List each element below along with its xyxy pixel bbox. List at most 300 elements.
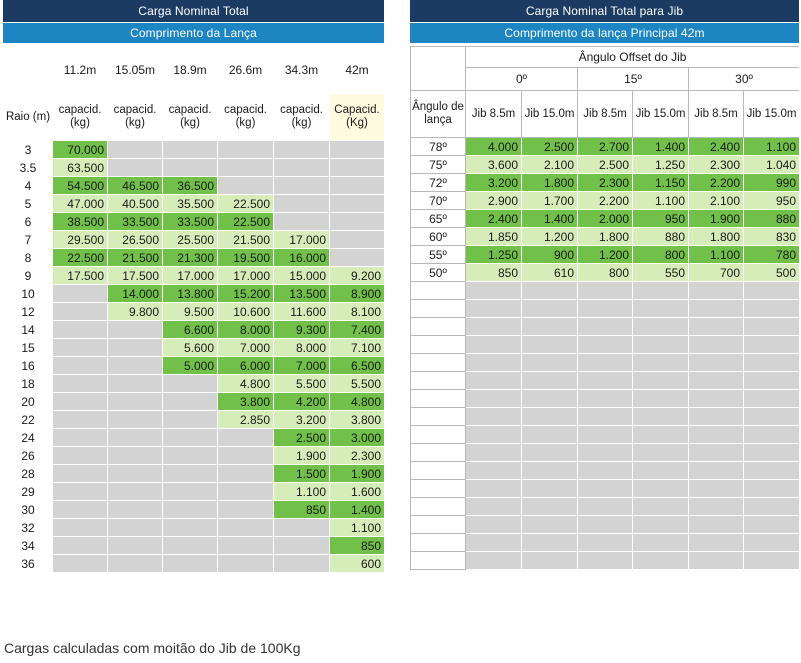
capacity-cell bbox=[108, 483, 163, 501]
table-row bbox=[411, 174, 800, 192]
raio-header: Raio (m) bbox=[4, 94, 53, 141]
capacity-cell bbox=[163, 447, 218, 465]
capacity-cell bbox=[274, 519, 330, 537]
capacity-cell bbox=[274, 177, 330, 195]
capacity-cell: 3.000 bbox=[330, 429, 385, 447]
capacity-cell: 8.000 bbox=[218, 321, 274, 339]
capacity-cell bbox=[218, 519, 274, 537]
capacity-cell: 6.600 bbox=[163, 321, 218, 339]
capacity-cell: 63.500 bbox=[53, 159, 108, 177]
jib-length-header: Jib 8.5m bbox=[689, 91, 744, 138]
boom-length-header: 11.2m bbox=[53, 47, 108, 94]
capacity-cell: 3.200 bbox=[274, 411, 330, 429]
empty-angle-cell bbox=[411, 354, 466, 372]
capacity-cell: 7.000 bbox=[218, 339, 274, 357]
empty-cell bbox=[466, 390, 522, 408]
capacity-cell bbox=[163, 141, 218, 159]
capacity-cell bbox=[163, 375, 218, 393]
capacity-cell bbox=[53, 537, 108, 555]
table-row bbox=[4, 519, 385, 537]
capacity-cell: 11.600 bbox=[274, 303, 330, 321]
empty-cell bbox=[522, 354, 578, 372]
table-row bbox=[4, 501, 385, 519]
empty-row bbox=[411, 426, 800, 444]
empty-cell bbox=[744, 534, 800, 552]
jib-capacity-cell: 700 bbox=[689, 264, 744, 282]
capacity-cell: 29.500 bbox=[53, 231, 108, 249]
table-row bbox=[4, 357, 385, 375]
empty-angle-cell bbox=[411, 444, 466, 462]
capacity-cell: 1.400 bbox=[330, 501, 385, 519]
empty-cell bbox=[466, 300, 522, 318]
empty-cell bbox=[689, 480, 744, 498]
capacity-cell: 5.600 bbox=[163, 339, 218, 357]
capacity-cell bbox=[163, 555, 218, 573]
empty-cell bbox=[466, 516, 522, 534]
capacity-cell bbox=[218, 501, 274, 519]
empty-cell bbox=[689, 462, 744, 480]
jib-capacity-cell: 1.700 bbox=[522, 192, 578, 210]
empty-cell bbox=[689, 390, 744, 408]
empty-cell bbox=[633, 516, 689, 534]
empty-cell bbox=[466, 372, 522, 390]
table-row bbox=[4, 177, 385, 195]
capacity-header: capacid. (kg) bbox=[274, 94, 330, 141]
empty-cell bbox=[744, 372, 800, 390]
capacity-cell: 600 bbox=[330, 555, 385, 573]
empty-row bbox=[411, 354, 800, 372]
empty-cell bbox=[744, 498, 800, 516]
capacity-cell bbox=[53, 393, 108, 411]
raio-cell: 8 bbox=[4, 249, 53, 267]
raio-cell: 34 bbox=[4, 537, 53, 555]
empty-cell bbox=[578, 444, 633, 462]
empty-cell bbox=[522, 552, 578, 570]
capacity-cell bbox=[163, 393, 218, 411]
jib-capacity-cell: 500 bbox=[744, 264, 800, 282]
capacity-cell bbox=[53, 555, 108, 573]
capacity-cell bbox=[274, 195, 330, 213]
jib-capacity-cell: 2.100 bbox=[689, 192, 744, 210]
capacity-cell bbox=[163, 483, 218, 501]
table-row bbox=[411, 192, 800, 210]
capacity-header: Capacid. (Kg) bbox=[330, 94, 385, 141]
boom-length-header: 42m bbox=[330, 47, 385, 94]
capacity-cell bbox=[108, 393, 163, 411]
jib-capacity-cell: 1.100 bbox=[744, 138, 800, 156]
capacity-cell: 22.500 bbox=[218, 213, 274, 231]
raio-cell: 22 bbox=[4, 411, 53, 429]
capacity-cell: 9.300 bbox=[274, 321, 330, 339]
empty-cell bbox=[633, 498, 689, 516]
empty-angle-cell bbox=[411, 534, 466, 552]
capacity-cell: 1.100 bbox=[274, 483, 330, 501]
empty-cell bbox=[466, 336, 522, 354]
empty-cell bbox=[578, 318, 633, 336]
capacity-cell: 4.200 bbox=[274, 393, 330, 411]
table-row bbox=[411, 246, 800, 264]
empty-cell bbox=[578, 336, 633, 354]
capacity-cell bbox=[330, 213, 385, 231]
capacity-cell: 15.000 bbox=[274, 267, 330, 285]
capacity-cell bbox=[274, 141, 330, 159]
empty-angle-cell bbox=[411, 390, 466, 408]
table-row bbox=[4, 483, 385, 501]
table-row bbox=[4, 159, 385, 177]
empty-row bbox=[411, 444, 800, 462]
capacity-cell: 47.000 bbox=[53, 195, 108, 213]
empty-row bbox=[411, 480, 800, 498]
capacity-cell: 5.500 bbox=[274, 375, 330, 393]
capacity-cell bbox=[53, 483, 108, 501]
left-table-subtitle: Comprimento da Lança bbox=[3, 23, 384, 43]
capacity-cell: 7.100 bbox=[330, 339, 385, 357]
capacity-cell bbox=[330, 159, 385, 177]
empty-angle-cell bbox=[411, 462, 466, 480]
capacity-cell: 2.500 bbox=[274, 429, 330, 447]
raio-cell: 32 bbox=[4, 519, 53, 537]
raio-cell: 28 bbox=[4, 465, 53, 483]
angle-cell: 50º bbox=[411, 264, 466, 282]
table-row bbox=[4, 321, 385, 339]
capacity-cell: 19.500 bbox=[218, 249, 274, 267]
right-table-subtitle: Comprimento da lança Principal 42m bbox=[410, 23, 799, 43]
capacity-cell bbox=[274, 555, 330, 573]
capacity-cell: 4.800 bbox=[218, 375, 274, 393]
empty-cell bbox=[633, 534, 689, 552]
capacity-cell: 9.800 bbox=[108, 303, 163, 321]
left-table-title: Carga Nominal Total bbox=[3, 0, 384, 22]
jib-length-header: Jib 8.5m bbox=[466, 91, 522, 138]
capacity-cell bbox=[330, 141, 385, 159]
empty-cell bbox=[522, 426, 578, 444]
capacity-header-row bbox=[4, 94, 385, 141]
jib-length-header: Jib 15.0m bbox=[744, 91, 800, 138]
empty-cell bbox=[633, 354, 689, 372]
empty-cell bbox=[578, 300, 633, 318]
empty-angle-cell bbox=[411, 480, 466, 498]
empty-cell bbox=[578, 408, 633, 426]
jib-capacity-cell: 1.200 bbox=[522, 228, 578, 246]
offset-label-row bbox=[411, 47, 800, 68]
capacity-cell bbox=[53, 411, 108, 429]
jib-capacity-cell: 2.400 bbox=[466, 210, 522, 228]
capacity-cell bbox=[163, 519, 218, 537]
capacity-cell: 10.600 bbox=[218, 303, 274, 321]
offset-angle-header: 0º bbox=[466, 68, 578, 91]
empty-cell bbox=[522, 498, 578, 516]
empty-cell bbox=[689, 552, 744, 570]
jib-capacity-cell: 1.850 bbox=[466, 228, 522, 246]
boom-length-header: 26.6m bbox=[218, 47, 274, 94]
jib-capacity-cell: 1.250 bbox=[466, 246, 522, 264]
jib-capacity-cell: 800 bbox=[633, 246, 689, 264]
raio-cell: 3.5 bbox=[4, 159, 53, 177]
empty-angle-cell bbox=[411, 426, 466, 444]
empty-cell bbox=[689, 516, 744, 534]
capacity-cell bbox=[53, 357, 108, 375]
jib-length-header: Jib 15.0m bbox=[522, 91, 578, 138]
empty-cell bbox=[466, 282, 522, 300]
capacity-cell: 850 bbox=[330, 537, 385, 555]
empty-row bbox=[411, 336, 800, 354]
empty-cell bbox=[466, 408, 522, 426]
jib-capacity-cell: 1.400 bbox=[522, 210, 578, 228]
capacity-cell: 6.000 bbox=[218, 357, 274, 375]
capacity-cell bbox=[108, 357, 163, 375]
table-row bbox=[4, 303, 385, 321]
capacity-cell bbox=[53, 501, 108, 519]
jib-length-header: Jib 15.0m bbox=[633, 91, 689, 138]
capacity-cell bbox=[163, 159, 218, 177]
table-row bbox=[4, 555, 385, 573]
empty-cell bbox=[522, 516, 578, 534]
capacity-cell: 15.200 bbox=[218, 285, 274, 303]
jib-capacity-cell: 2.100 bbox=[522, 156, 578, 174]
capacity-cell: 5.000 bbox=[163, 357, 218, 375]
jib-capacity-cell: 2.900 bbox=[466, 192, 522, 210]
capacity-cell: 22.500 bbox=[218, 195, 274, 213]
table-row bbox=[411, 156, 800, 174]
boom-length-header: 18.9m bbox=[163, 47, 218, 94]
jib-capacity-cell: 1.150 bbox=[633, 174, 689, 192]
empty-angle-cell bbox=[411, 318, 466, 336]
empty-cell bbox=[466, 426, 522, 444]
jib-capacity-cell: 2.200 bbox=[689, 174, 744, 192]
capacity-cell: 21.300 bbox=[163, 249, 218, 267]
capacity-header: capacid. (kg) bbox=[163, 94, 218, 141]
empty-cell bbox=[522, 480, 578, 498]
empty-angle-cell bbox=[411, 300, 466, 318]
jib-load-chart bbox=[410, 0, 799, 570]
capacity-cell bbox=[218, 177, 274, 195]
empty-row bbox=[411, 282, 800, 300]
capacity-cell bbox=[108, 375, 163, 393]
header-corner bbox=[4, 47, 53, 94]
capacity-cell bbox=[53, 285, 108, 303]
empty-cell bbox=[689, 426, 744, 444]
empty-cell bbox=[744, 516, 800, 534]
capacity-cell: 40.500 bbox=[108, 195, 163, 213]
capacity-cell bbox=[53, 519, 108, 537]
empty-angle-cell bbox=[411, 552, 466, 570]
raio-cell: 10 bbox=[4, 285, 53, 303]
empty-row bbox=[411, 408, 800, 426]
empty-cell bbox=[466, 444, 522, 462]
capacity-cell bbox=[108, 141, 163, 159]
angle-cell: 75º bbox=[411, 156, 466, 174]
empty-cell bbox=[633, 444, 689, 462]
raio-cell: 4 bbox=[4, 177, 53, 195]
table-row bbox=[4, 465, 385, 483]
capacity-cell: 2.300 bbox=[330, 447, 385, 465]
capacity-cell: 1.500 bbox=[274, 465, 330, 483]
capacity-cell: 13.800 bbox=[163, 285, 218, 303]
empty-row bbox=[411, 300, 800, 318]
empty-cell bbox=[689, 372, 744, 390]
empty-cell bbox=[633, 408, 689, 426]
capacity-cell: 2.850 bbox=[218, 411, 274, 429]
raio-cell: 3 bbox=[4, 141, 53, 159]
raio-cell: 15 bbox=[4, 339, 53, 357]
jib-capacity-cell: 610 bbox=[522, 264, 578, 282]
capacity-cell bbox=[163, 501, 218, 519]
empty-cell bbox=[689, 498, 744, 516]
jib-capacity-cell: 1.800 bbox=[522, 174, 578, 192]
empty-cell bbox=[744, 480, 800, 498]
empty-angle-cell bbox=[411, 516, 466, 534]
capacity-cell bbox=[53, 303, 108, 321]
empty-cell bbox=[744, 552, 800, 570]
capacity-cell bbox=[108, 429, 163, 447]
empty-cell bbox=[633, 462, 689, 480]
empty-cell bbox=[633, 318, 689, 336]
angle-cell: 72º bbox=[411, 174, 466, 192]
capacity-cell: 17.000 bbox=[274, 231, 330, 249]
capacity-cell: 13.500 bbox=[274, 285, 330, 303]
capacity-cell: 17.000 bbox=[163, 267, 218, 285]
raio-cell: 18 bbox=[4, 375, 53, 393]
jib-capacity-cell: 2.200 bbox=[578, 192, 633, 210]
capacity-cell: 1.600 bbox=[330, 483, 385, 501]
jib-capacity-cell: 1.250 bbox=[633, 156, 689, 174]
empty-cell bbox=[578, 516, 633, 534]
capacity-cell: 3.800 bbox=[218, 393, 274, 411]
capacity-cell bbox=[108, 159, 163, 177]
empty-cell bbox=[466, 354, 522, 372]
empty-cell bbox=[522, 336, 578, 354]
capacity-cell: 1.900 bbox=[330, 465, 385, 483]
jib-label-row bbox=[411, 91, 800, 138]
empty-cell bbox=[744, 336, 800, 354]
capacity-cell bbox=[218, 141, 274, 159]
empty-cell bbox=[744, 444, 800, 462]
capacity-cell bbox=[163, 465, 218, 483]
empty-cell bbox=[578, 498, 633, 516]
jib-capacity-cell: 2.700 bbox=[578, 138, 633, 156]
empty-angle-cell bbox=[411, 282, 466, 300]
capacity-cell: 35.500 bbox=[163, 195, 218, 213]
empty-angle-cell bbox=[411, 336, 466, 354]
empty-row bbox=[411, 372, 800, 390]
table-row bbox=[4, 537, 385, 555]
empty-cell bbox=[522, 462, 578, 480]
capacity-cell bbox=[53, 339, 108, 357]
raio-cell: 30 bbox=[4, 501, 53, 519]
jib-capacity-cell: 1.040 bbox=[744, 156, 800, 174]
capacity-cell: 33.500 bbox=[163, 213, 218, 231]
capacity-cell: 9.500 bbox=[163, 303, 218, 321]
offset-label: Ângulo Offset do Jib bbox=[466, 47, 800, 68]
capacity-cell: 26.500 bbox=[108, 231, 163, 249]
table-row bbox=[411, 228, 800, 246]
jib-capacity-cell: 950 bbox=[633, 210, 689, 228]
jib-capacity-cell: 1.800 bbox=[578, 228, 633, 246]
capacity-cell: 8.100 bbox=[330, 303, 385, 321]
capacity-cell: 3.800 bbox=[330, 411, 385, 429]
capacity-cell bbox=[108, 501, 163, 519]
table-row bbox=[4, 195, 385, 213]
capacity-cell bbox=[108, 465, 163, 483]
table-row bbox=[4, 267, 385, 285]
jib-capacity-cell: 2.500 bbox=[522, 138, 578, 156]
table-row bbox=[4, 231, 385, 249]
capacity-cell: 36.500 bbox=[163, 177, 218, 195]
capacity-cell bbox=[218, 159, 274, 177]
raio-cell: 16 bbox=[4, 357, 53, 375]
jib-capacity-cell: 2.400 bbox=[689, 138, 744, 156]
capacity-cell bbox=[218, 483, 274, 501]
angle-cell: 70º bbox=[411, 192, 466, 210]
jib-capacity-cell: 780 bbox=[744, 246, 800, 264]
table-row bbox=[411, 210, 800, 228]
table-row bbox=[4, 213, 385, 231]
empty-cell bbox=[578, 354, 633, 372]
capacity-cell: 33.500 bbox=[108, 213, 163, 231]
capacity-cell: 46.500 bbox=[108, 177, 163, 195]
jib-capacity-cell: 2.000 bbox=[578, 210, 633, 228]
jib-capacity-cell: 850 bbox=[466, 264, 522, 282]
capacity-cell bbox=[53, 321, 108, 339]
table-row bbox=[4, 447, 385, 465]
empty-cell bbox=[689, 300, 744, 318]
empty-cell bbox=[578, 462, 633, 480]
capacity-cell: 14.000 bbox=[108, 285, 163, 303]
empty-cell bbox=[466, 534, 522, 552]
jib-capacity-cell: 1.800 bbox=[689, 228, 744, 246]
jib-capacity-cell: 880 bbox=[633, 228, 689, 246]
capacity-cell: 8.900 bbox=[330, 285, 385, 303]
capacity-cell bbox=[108, 321, 163, 339]
empty-cell bbox=[744, 462, 800, 480]
capacity-cell: 21.500 bbox=[108, 249, 163, 267]
table-row bbox=[4, 249, 385, 267]
capacity-cell: 17.000 bbox=[218, 267, 274, 285]
right-table-title: Carga Nominal Total para Jib bbox=[410, 0, 799, 22]
empty-cell bbox=[689, 444, 744, 462]
empty-cell bbox=[578, 480, 633, 498]
angle-cell: 78º bbox=[411, 138, 466, 156]
table-row bbox=[411, 264, 800, 282]
capacity-cell: 1.100 bbox=[330, 519, 385, 537]
empty-angle-cell bbox=[411, 498, 466, 516]
empty-cell bbox=[633, 282, 689, 300]
jib-capacity-cell: 3.600 bbox=[466, 156, 522, 174]
capacity-cell bbox=[108, 411, 163, 429]
jib-capacity-cell: 2.500 bbox=[578, 156, 633, 174]
capacity-cell: 5.500 bbox=[330, 375, 385, 393]
jib-capacity-cell: 3.200 bbox=[466, 174, 522, 192]
raio-cell: 9 bbox=[4, 267, 53, 285]
empty-row bbox=[411, 390, 800, 408]
capacity-cell bbox=[274, 537, 330, 555]
empty-cell bbox=[633, 480, 689, 498]
raio-cell: 12 bbox=[4, 303, 53, 321]
jib-capacity-cell: 1.200 bbox=[578, 246, 633, 264]
jib-capacity-cell: 550 bbox=[633, 264, 689, 282]
capacity-cell bbox=[53, 447, 108, 465]
capacity-cell: 54.500 bbox=[53, 177, 108, 195]
empty-cell bbox=[744, 318, 800, 336]
main-load-chart bbox=[3, 0, 384, 573]
capacity-cell: 21.500 bbox=[218, 231, 274, 249]
capacity-cell: 7.400 bbox=[330, 321, 385, 339]
header-corner bbox=[411, 47, 466, 91]
capacity-cell bbox=[218, 537, 274, 555]
angle-cell: 60º bbox=[411, 228, 466, 246]
table-row bbox=[411, 138, 800, 156]
empty-cell bbox=[522, 300, 578, 318]
